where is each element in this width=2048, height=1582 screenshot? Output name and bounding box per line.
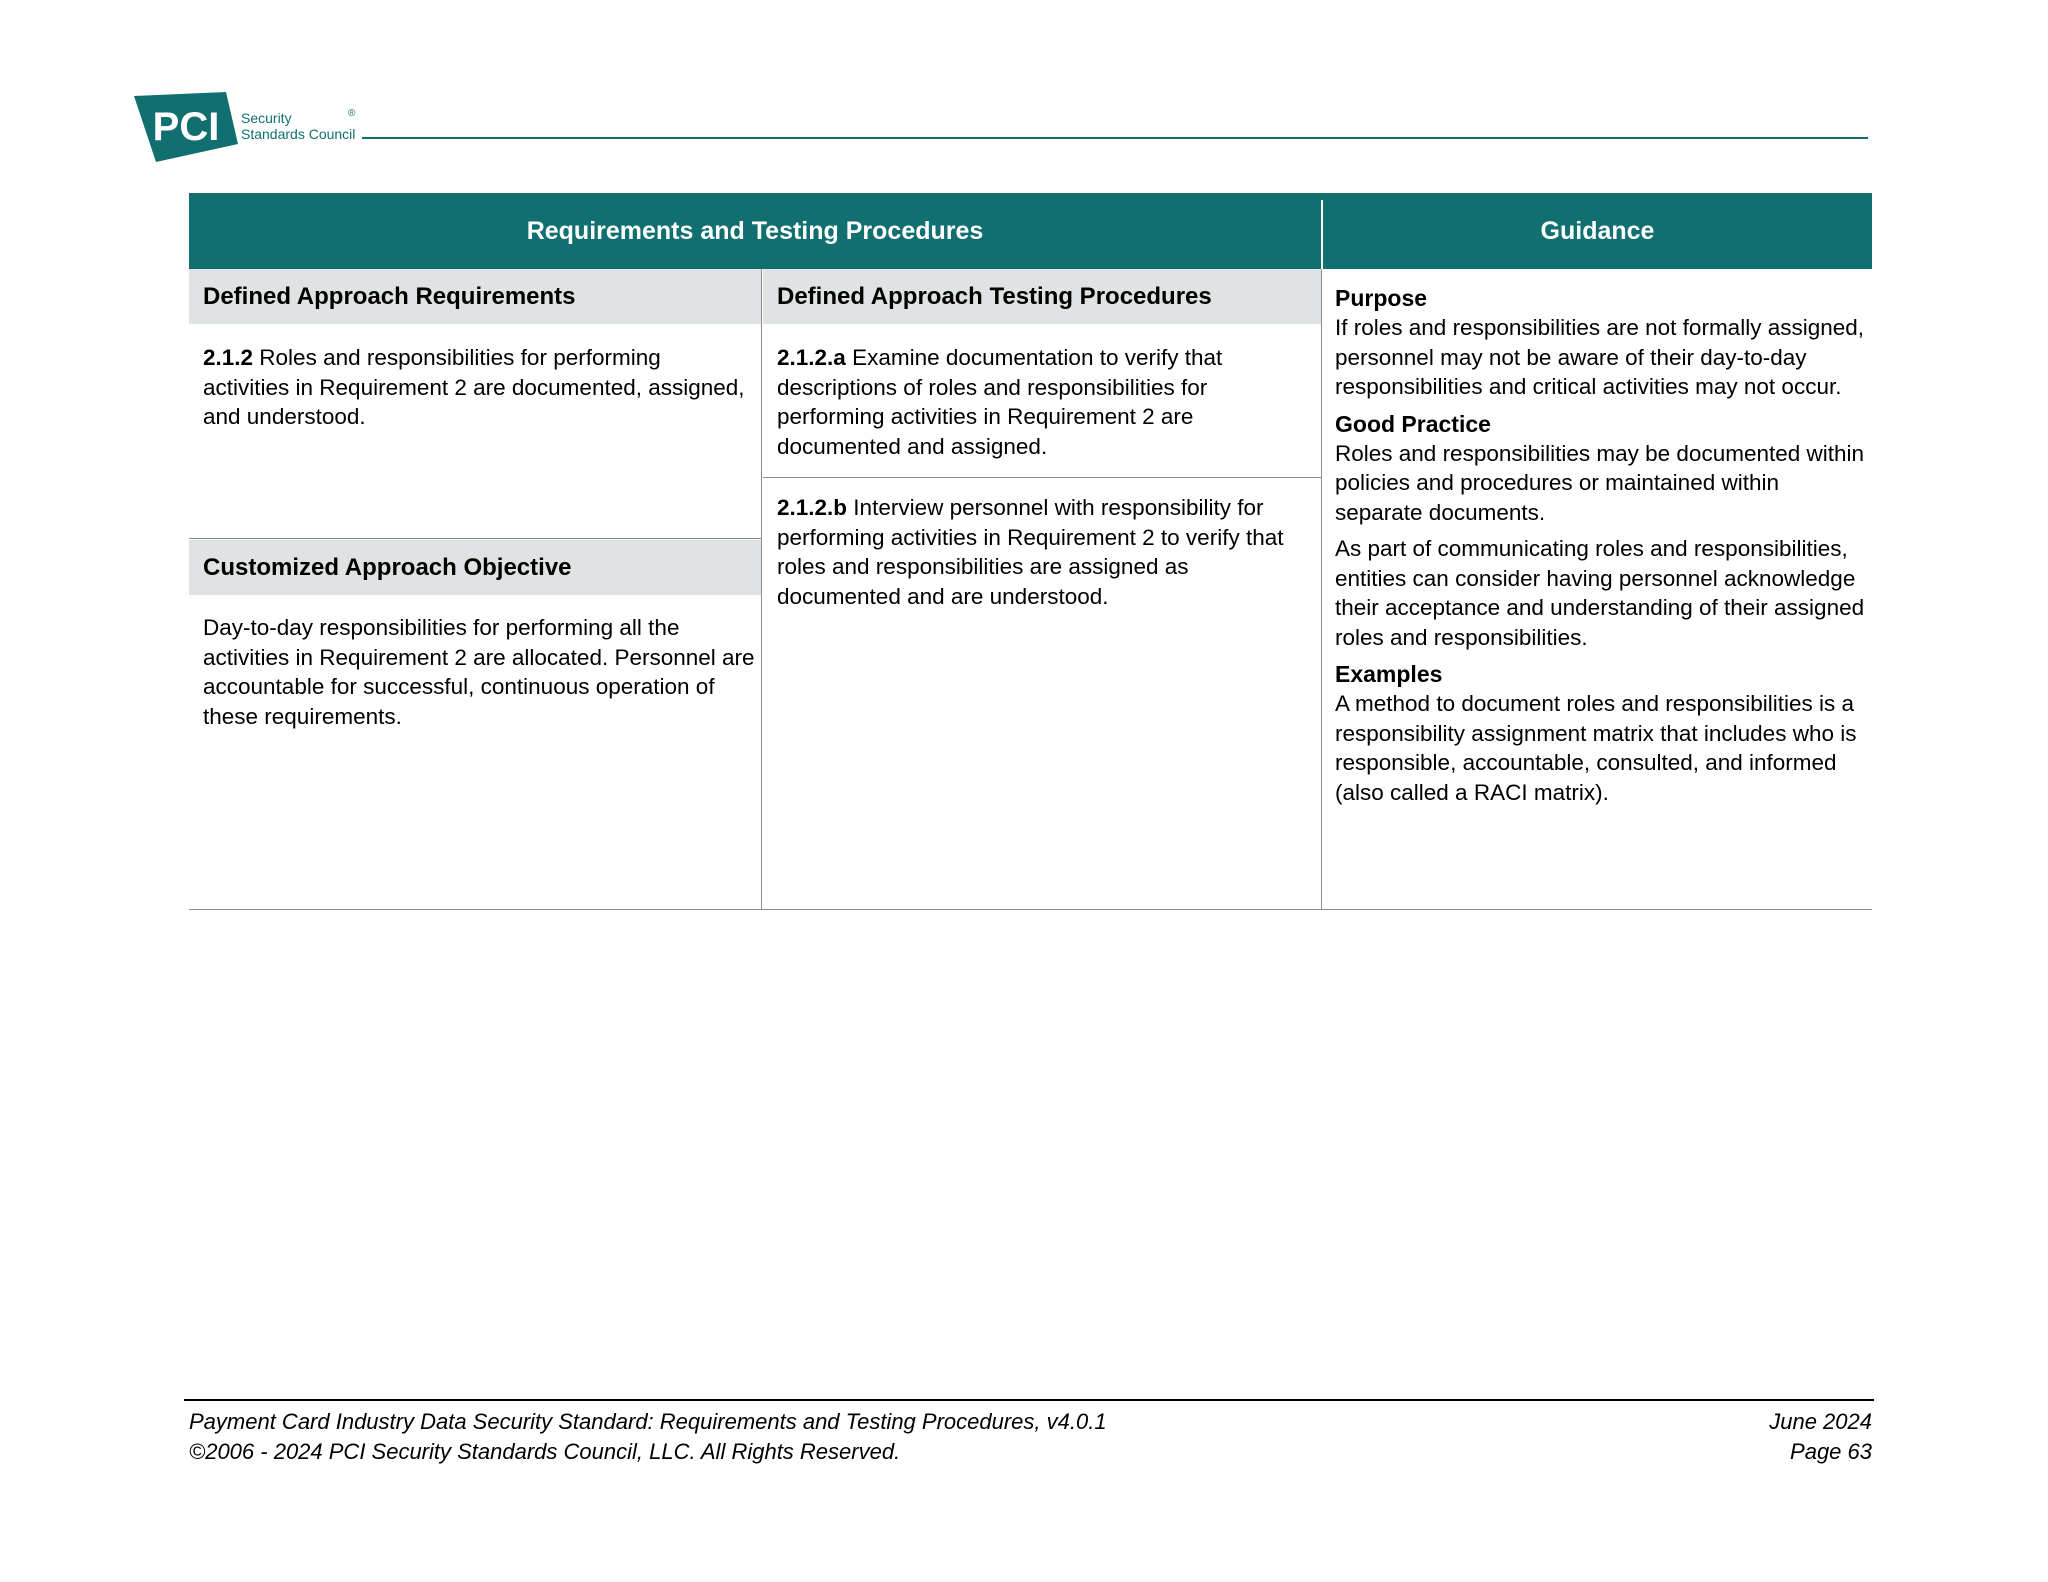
footer-page-number: Page 63 [1790, 1438, 1872, 1464]
test-procedure-2-1-2-a [777, 343, 1312, 461]
examples-heading: Examples [1335, 661, 1443, 687]
customized-approach-header: Customized Approach Objective [189, 540, 761, 595]
test-text: Examine documentation to verify that descriptions of roles and responsibilities for performing activities in Requirement 2 are documented and assigned. [777, 345, 1223, 459]
purpose-heading: Purpose [1335, 285, 1428, 311]
table-bottom-border [189, 909, 1872, 910]
test-id: 2.1.2.a [777, 345, 846, 370]
header-requirements-and-testing: Requirements and Testing Procedures [526, 216, 984, 245]
footer-right [1769, 1407, 1872, 1466]
header-guidance: Guidance [1540, 216, 1655, 245]
requirement-text: Roles and responsibilities for performing activities in Requirement 2 are documented, assigned, and understood. [203, 345, 745, 429]
good-practice-text-1: Roles and responsibilities may be documented within policies and procedures or maintained within separate documents. [1335, 440, 1865, 525]
footer-left [189, 1407, 1107, 1466]
good-practice-text-2: As part of communicating roles and responsibilities, entities can consider having personnel acknowledge their acceptance and understanding of their assigned roles and responsibilities. [1335, 536, 1865, 650]
pci-logo-badge [134, 92, 238, 162]
footer-copyright: ©2006 - 2024 PCI Security Standards Council, LLC. All Rights Reserved. [189, 1438, 901, 1464]
pci-logo-icon [134, 92, 238, 162]
defined-requirements-header: Defined Approach Requirements [189, 269, 761, 324]
logo-wordmark [241, 110, 355, 142]
test-divider [763, 477, 1321, 478]
requirement-2-1-2 [203, 343, 748, 432]
column-divider-2 [1321, 269, 1322, 910]
test-id: 2.1.2.b [777, 495, 848, 520]
header-rule [362, 137, 1868, 139]
logo-mark: PCI [152, 105, 220, 149]
test-text: Interview personnel with responsibility for performing activities in Requirement 2 to verify that roles and responsibilities are assigned as documented and are understood. [777, 495, 1284, 609]
requirements-table [189, 193, 1872, 910]
page-header [134, 92, 1868, 164]
logo-line-2: Standards Council [241, 126, 356, 142]
purpose-text: If roles and responsibilities are not formally assigned, personnel may not be aware of their day-to-day responsibilities and critical activities may not occur. [1335, 315, 1865, 399]
requirement-id: 2.1.2 [203, 345, 254, 370]
customized-approach-objective: Day-to-day responsibilities for performing all the activities in Requirement 2 are allocated. Personnel are accountable for successful, continuous operation of these requirements. [203, 615, 755, 729]
examples-text: A method to document roles and responsibilities is a responsibility assignment matrix that includes who is responsible, accountable, consulted, and informed (also called a RACI matrix). [1335, 691, 1857, 805]
footer-title: Payment Card Industry Data Security Standard: Requirements and Testing Procedures, v4.0.1 [189, 1409, 1107, 1434]
good-practice-heading: Good Practice [1335, 410, 1491, 437]
footer-date: June 2024 [1769, 1409, 1872, 1434]
row-divider [189, 538, 761, 539]
logo-line-1: Security [241, 110, 292, 126]
logo-registered-mark: ® [348, 108, 356, 119]
test-procedure-2-1-2-b [777, 493, 1312, 611]
footer-rule [184, 1399, 1874, 1401]
column-divider-1 [761, 269, 762, 910]
defined-testing-header: Defined Approach Testing Procedures [763, 269, 1321, 324]
guidance-column [1335, 283, 1865, 814]
